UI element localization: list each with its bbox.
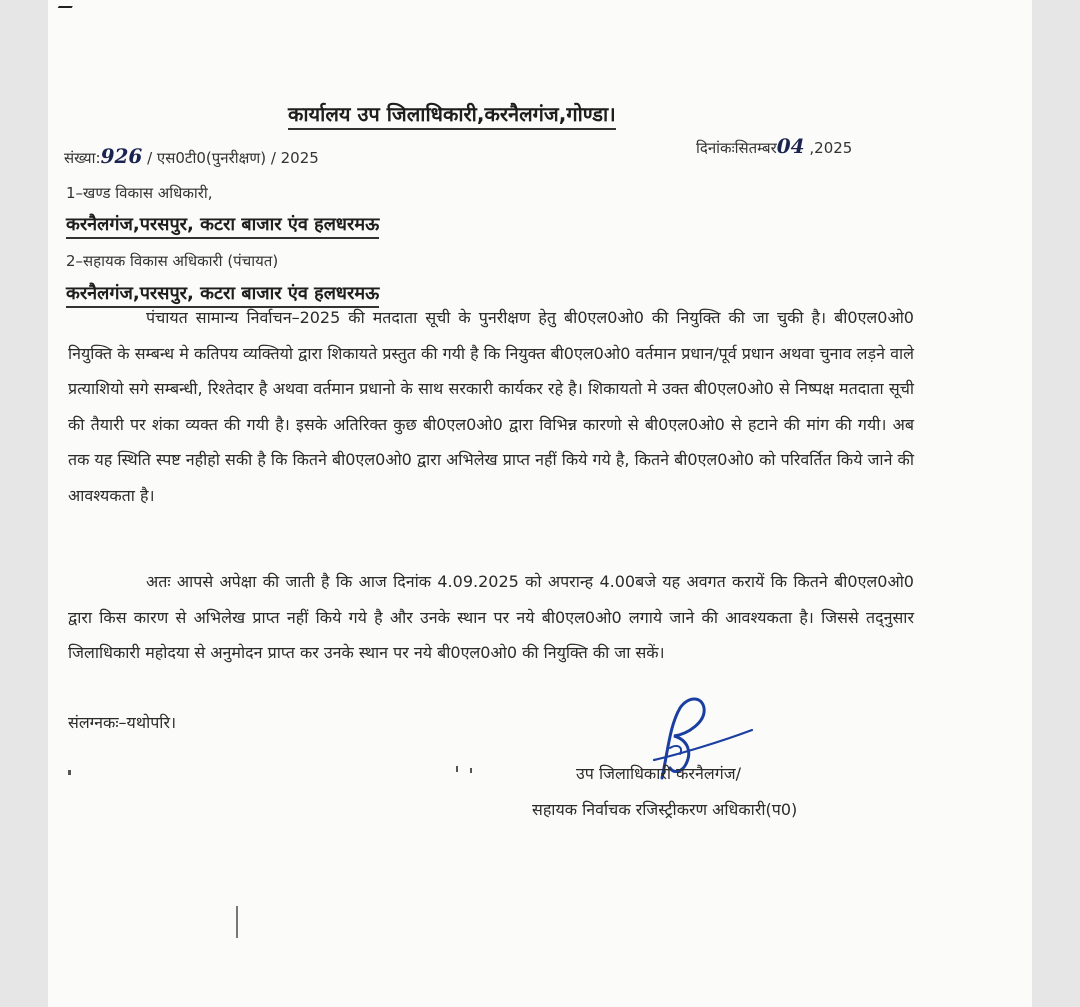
paper-speck [470,768,472,773]
date-handwritten-day: 04 [776,134,805,158]
paragraph-2-text: अतः आपसे अपेक्षा की जाती है कि आज दिनांक 4.09.2025 को अपरान्ह 4.00बजे यह अवगत करायें कि कितने बी0एल0ओ0 द्वारा किस कारण से अभिलेख प्राप्त नहीं किये गये है और उनके स्थान पर नये बी0एल0ओ0 लगाये जाने की आवश्यकता है। जिससे तद्नुसार जिलाधिकारी महोदया से अनुमोदन प्राप्त कर उनके स्थान पर नये बी0एल0ओ0 की नियुक्ति की जा सकें। [68,572,914,663]
reference-suffix: / एस0टी0(पुनरीक्षण) / 2025 [147,149,319,167]
reference-number [64,144,319,168]
office-heading: कार्यालय उप जिलाधिकारी,करनैलगंज,गोण्डा। [288,100,616,130]
paper-speck [68,770,71,775]
enclosure-note: संलग्नकः–यथोपरि। [68,713,177,732]
paragraph-1-text: पंचायत सामान्य निर्वाचन–2025 की मतदाता सूची के पुनरीक्षण हेतु बी0एल0ओ0 की नियुक्ति की जा चुकी है। बी0एल0ओ0 नियुक्ति के सम्बन्ध मे कतिपय व्यक्तियो द्वारा शिकायते प्रस्तुत की गयी है कि नियुक्त बी0एल0ओ0 वर्तमान प्रधान/पूर्व प्रधान अथवा चुनाव लड़ने वाले प्रत्याशियो सगे सम्बन्धी, रिश्तेदार है अथवा वर्तमान प्रधानो के साथ सरकारी कार्यकर रहे है। शिकायतो मे उक्त बी0एल0ओ0 से निष्पक्ष मतदाता सूची की तैयारी पर शंका व्यक्त की गयी है। इसके अतिरिक्त कुछ बी0एल0ओ0 द्वारा विभिन्न कारणो से बी0एल0ओ0 से हटाने की मांग की गयी। अब तक यह स्थिति स्पष्ट नहीहो सकी है कि कितने बी0एल0ओ0 द्वारा अभिलेख प्राप्त नहीं किये गये है, कितने बी0एल0ओ0 को परिवर्तित किये जाने की आवश्यकता है। [68,308,914,505]
paper-speck [456,766,458,772]
addressee-2-title: 2–सहायक विकास अधिकारी (पंचायत) [66,252,279,270]
reference-prefix: संख्या: [64,149,101,167]
addressee-2-locations: करनैलगंज,परसपुर, कटरा बाजार एंव हलधरमऊ [66,281,379,308]
date-year: ,2025 [809,139,853,157]
background-right [1032,0,1080,1007]
background-left [0,0,48,1007]
signatory-designation: उप जिलाधिकारी करनैलगंज/ [576,764,741,783]
reference-handwritten-number: 926 [100,144,143,168]
body-paragraph-1 [68,300,914,514]
body-paragraph-2 [68,564,914,671]
date-prefix: दिनांकःसितम्बर [696,139,777,157]
addressee-1-title: 1–खण्ड विकास अधिकारी, [66,184,213,202]
paper-mark [236,906,238,938]
signatory-role: सहायक निर्वाचक रजिस्ट्रीकरण अधिकारी(प0) [532,800,798,819]
letter-date [696,134,852,158]
addressee-1-locations: करनैलगंज,परसपुर, कटरा बाजार एंव हलधरमऊ [66,212,379,239]
